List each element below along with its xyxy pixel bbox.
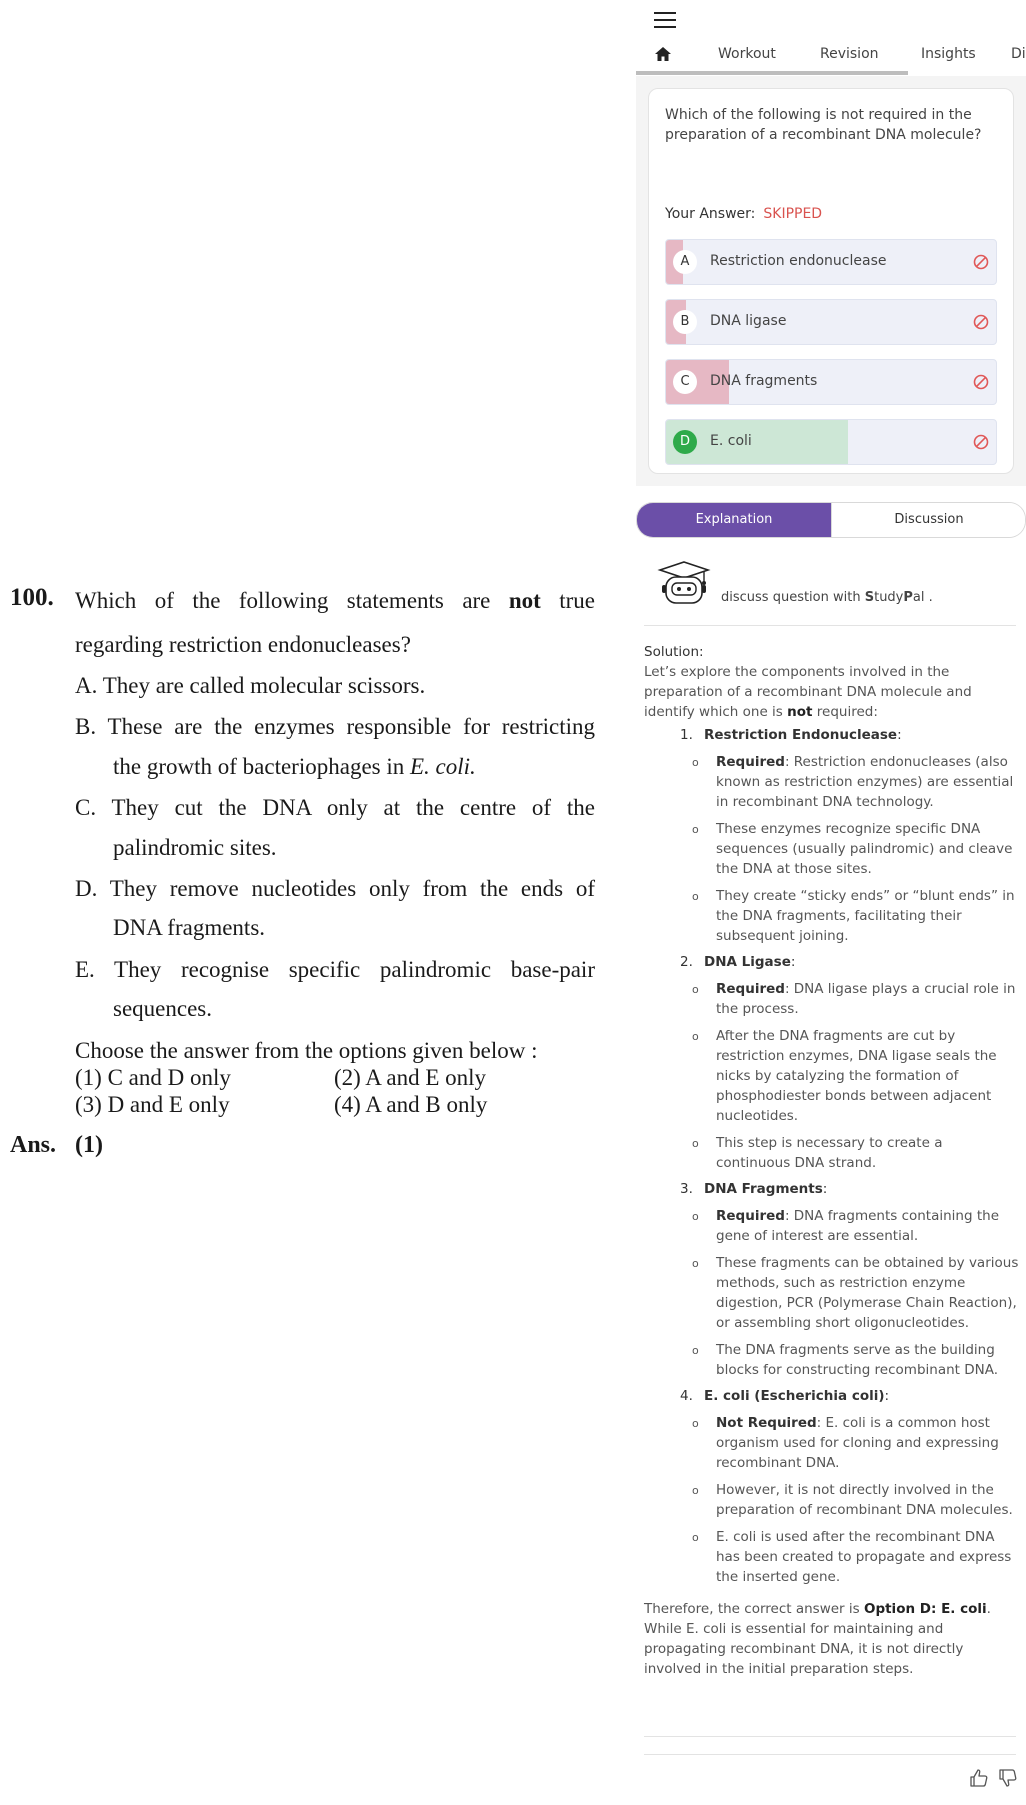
item-title: Restriction Endonuclease: [704, 727, 898, 743]
solution: [644, 642, 1020, 1679]
solution-item-3: [644, 1179, 1020, 1199]
answer-value: (1): [75, 1132, 103, 1158]
bullet-bold: Required: [716, 1208, 785, 1224]
stem-text-post: true: [559, 588, 596, 613]
statement-a: A. They are called molecular scissors.: [75, 673, 426, 698]
discuss-with-studypal[interactable]: [721, 590, 933, 605]
option-a[interactable]: [665, 239, 997, 285]
answer-label: Ans.: [10, 1132, 57, 1158]
intro-bold: not: [787, 704, 813, 720]
bullet-text: However, it is not directly involved in the preparation of recombinant DNA molecules.: [716, 1482, 1013, 1518]
stem-bold: not: [508, 588, 541, 613]
question-number: 100.: [10, 584, 54, 611]
bullet: o Required: DNA ligase plays a crucial role in the process.: [692, 981, 1016, 1017]
thumbs-down-icon[interactable]: [998, 1768, 1018, 1788]
bullet-text: : E. coli is a common host organism used for cloning and expressing recombinant DNA.: [716, 1415, 999, 1471]
your-answer-label: Your Answer:: [665, 206, 756, 222]
bullet: o Required: DNA fragments containing the gene of interest are essential.: [692, 1208, 1000, 1244]
bullet-text: They create “sticky ends” or “blunt ends” in the DNA fragments, facilitating their subsequent joining.: [716, 888, 1015, 944]
discuss-tudy: tudy: [874, 590, 904, 605]
statement-b-line1: B. These are the enzymes responsible for restricting: [75, 714, 595, 739]
graduation-robot-icon[interactable]: [656, 560, 712, 606]
option-d-letter: D: [673, 430, 697, 454]
bullet: o Not Required: E. coli is a common host organism used for cloning and expressing recombinant DNA.: [692, 1415, 999, 1471]
conclusion-bold: Option D: E. coli: [863, 1601, 987, 1617]
discuss-text: discuss question with: [721, 590, 865, 605]
item-suffix: :: [790, 954, 796, 970]
no-entry-icon: [973, 374, 989, 390]
bullet-text: E. coli is used after the recombinant DNA has been created to propagate and express the inserted gene.: [716, 1529, 1012, 1585]
item-title: DNA Fragments: [704, 1181, 823, 1197]
conclusion-text: Therefore, the correct answer is: [644, 1601, 864, 1617]
tab-overflow[interactable]: Di: [1011, 46, 1026, 62]
bullet: o However, it is not directly involved in the preparation of recombinant DNA molecules.: [692, 1482, 1013, 1518]
divider: [644, 625, 1016, 626]
app-panel: [636, 0, 1026, 1805]
discuss-s: S: [864, 590, 875, 605]
bullet: o These fragments can be obtained by various methods, such as restriction enzyme digestion, PCR (Polymerase Chain Reaction), or assembling short oligonucleotides.: [692, 1255, 1019, 1331]
option-c-label: DNA fragments: [710, 373, 818, 389]
bullet-text: After the DNA fragments are cut by restriction enzymes, DNA ligase seals the nicks by catalyzing the formation of phosphodiester bonds between adjacent nucleotides.: [716, 1028, 997, 1124]
question-stem-line1: [75, 586, 595, 616]
option-c-letter: C: [673, 370, 697, 394]
option-4: (4) A and B only: [334, 1092, 488, 1117]
solution-intro: [644, 662, 1020, 722]
intro-text: Let’s explore the components involved in the preparation of a recombinant DNA molecule and identify which one is: [644, 664, 972, 720]
item-suffix: :: [897, 727, 902, 743]
option-a-letter: A: [673, 250, 697, 274]
home-icon[interactable]: [654, 46, 672, 62]
discuss-al: al .: [912, 590, 933, 605]
divider: [644, 1754, 1016, 1755]
bullet-text: These enzymes recognize specific DNA sequences (usually palindromic) and cleave the DNA at those sites.: [716, 821, 1013, 877]
conclusion-text-post: . While E. coli is essential for maintaining and propagating recombinant DNA, it is not directly involved in the initial preparation steps.: [644, 1601, 991, 1677]
item-title: E. coli (Escherichia coli): [704, 1388, 885, 1404]
bullet-text: : Restriction endonucleases (also known as restriction enzymes) are essential in recombinant DNA technology.: [716, 754, 1014, 810]
no-entry-icon: [973, 314, 989, 330]
statement-b-italic: E. coli.: [410, 754, 476, 779]
tab-underline: [636, 71, 908, 75]
item-number: 2.: [680, 954, 693, 970]
option-a-label: Restriction endonuclease: [710, 253, 887, 269]
bullet: o The DNA fragments serve as the building blocks for constructing recombinant DNA.: [692, 1342, 999, 1378]
thumbs-up-icon[interactable]: [969, 1768, 989, 1788]
solution-conclusion: [644, 1599, 1020, 1679]
bullet-text: The DNA fragments serve as the building blocks for constructing recombinant DNA.: [716, 1342, 999, 1378]
option-d-label: E. coli: [710, 433, 752, 449]
statement-e-line2: sequences.: [113, 996, 212, 1021]
option-2: (2) A and E only: [334, 1065, 487, 1090]
item-number: 1.: [680, 727, 693, 743]
question-stem-line2: regarding restriction endonucleases?: [75, 632, 411, 657]
statement-b-text: the growth of bacteriophages in: [113, 754, 410, 779]
solution-item-4: [644, 1386, 1020, 1406]
option-d[interactable]: [665, 419, 997, 465]
solution-title: Solution:: [644, 644, 704, 660]
item-number: 3.: [680, 1181, 693, 1197]
no-entry-icon: [973, 434, 989, 450]
discuss-p: P: [903, 590, 913, 605]
your-answer: [665, 206, 822, 222]
hamburger-icon[interactable]: [654, 12, 676, 28]
option-c[interactable]: [665, 359, 997, 405]
statement-d-line1: D. They remove nucleotides only from the ends of: [75, 876, 595, 901]
option-3: (3) D and E only: [75, 1092, 230, 1117]
tab-explanation[interactable]: Explanation: [637, 503, 831, 537]
bullet: o After the DNA fragments are cut by restriction enzymes, DNA ligase seals the nicks by catalyzing the formation of phosphodiester bonds between adjacent nucleotides.: [692, 1028, 997, 1124]
question-card: [648, 88, 1014, 474]
option-b-letter: B: [673, 310, 697, 334]
divider: [644, 1736, 1016, 1737]
intro-text-post: required:: [812, 704, 878, 720]
option-b[interactable]: [665, 299, 997, 345]
explanation-discussion-toggle: [636, 502, 1026, 538]
bullet: o These enzymes recognize specific DNA sequences (usually palindromic) and cleave the DNA at those sites.: [692, 821, 1013, 877]
choose-text: Choose the answer from the options given below :: [75, 1038, 538, 1063]
bullet-text: This step is necessary to create a continuous DNA strand.: [716, 1135, 943, 1171]
statement-c-line1: C. They cut the DNA only at the centre of the: [75, 795, 595, 820]
statement-c-line2: palindromic sites.: [113, 835, 277, 860]
item-number: 4.: [680, 1388, 693, 1404]
solution-item-1: [644, 725, 1020, 745]
statement-e-line1: E. They recognise specific palindromic base-pair: [75, 957, 595, 982]
item-suffix: :: [822, 1181, 828, 1197]
bullet: o Required: Restriction endonucleases (also known as restriction enzymes) are essential in recombinant DNA technology.: [692, 754, 1014, 810]
solution-item-2: [644, 952, 1020, 972]
no-entry-icon: [973, 254, 989, 270]
item-suffix: :: [884, 1388, 890, 1404]
stem-text: Which of the following statements are: [75, 588, 491, 613]
statement-b-line2: [113, 752, 476, 782]
bullet: o E. coli is used after the recombinant DNA has been created to propagate and express the inserted gene.: [692, 1529, 1012, 1585]
tab-revision[interactable]: Revision: [820, 46, 879, 62]
bullet: o They create “sticky ends” or “blunt ends” in the DNA fragments, facilitating their subsequent joining.: [692, 888, 1015, 944]
bullet: o This step is necessary to create a continuous DNA strand.: [692, 1135, 943, 1171]
bullet-bold: Required: [716, 981, 785, 997]
bullet-text: These fragments can be obtained by various methods, such as restriction enzyme digestion, PCR (Polymerase Chain Reaction), or assembling short oligonucleotides.: [716, 1255, 1019, 1331]
item-title: DNA Ligase: [704, 954, 791, 970]
question-text: Which of the following is not required in the preparation of a recombinant DNA molecule?: [665, 107, 982, 143]
statement-d-line2: DNA fragments.: [113, 915, 266, 940]
your-answer-status: SKIPPED: [763, 206, 823, 222]
tab-insights[interactable]: Insights: [921, 46, 976, 62]
bullet-text: : DNA ligase plays a crucial role in the process.: [716, 981, 1016, 1017]
bullet-text: : DNA fragments containing the gene of interest are essential.: [716, 1208, 1000, 1244]
bullet-bold: Not Required: [716, 1415, 817, 1431]
tab-discussion[interactable]: Discussion: [831, 503, 1026, 537]
bullet-bold: Required: [716, 754, 785, 770]
option-1: (1) C and D only: [75, 1065, 231, 1090]
tab-workout[interactable]: Workout: [718, 46, 776, 62]
option-b-label: DNA ligase: [710, 313, 787, 329]
